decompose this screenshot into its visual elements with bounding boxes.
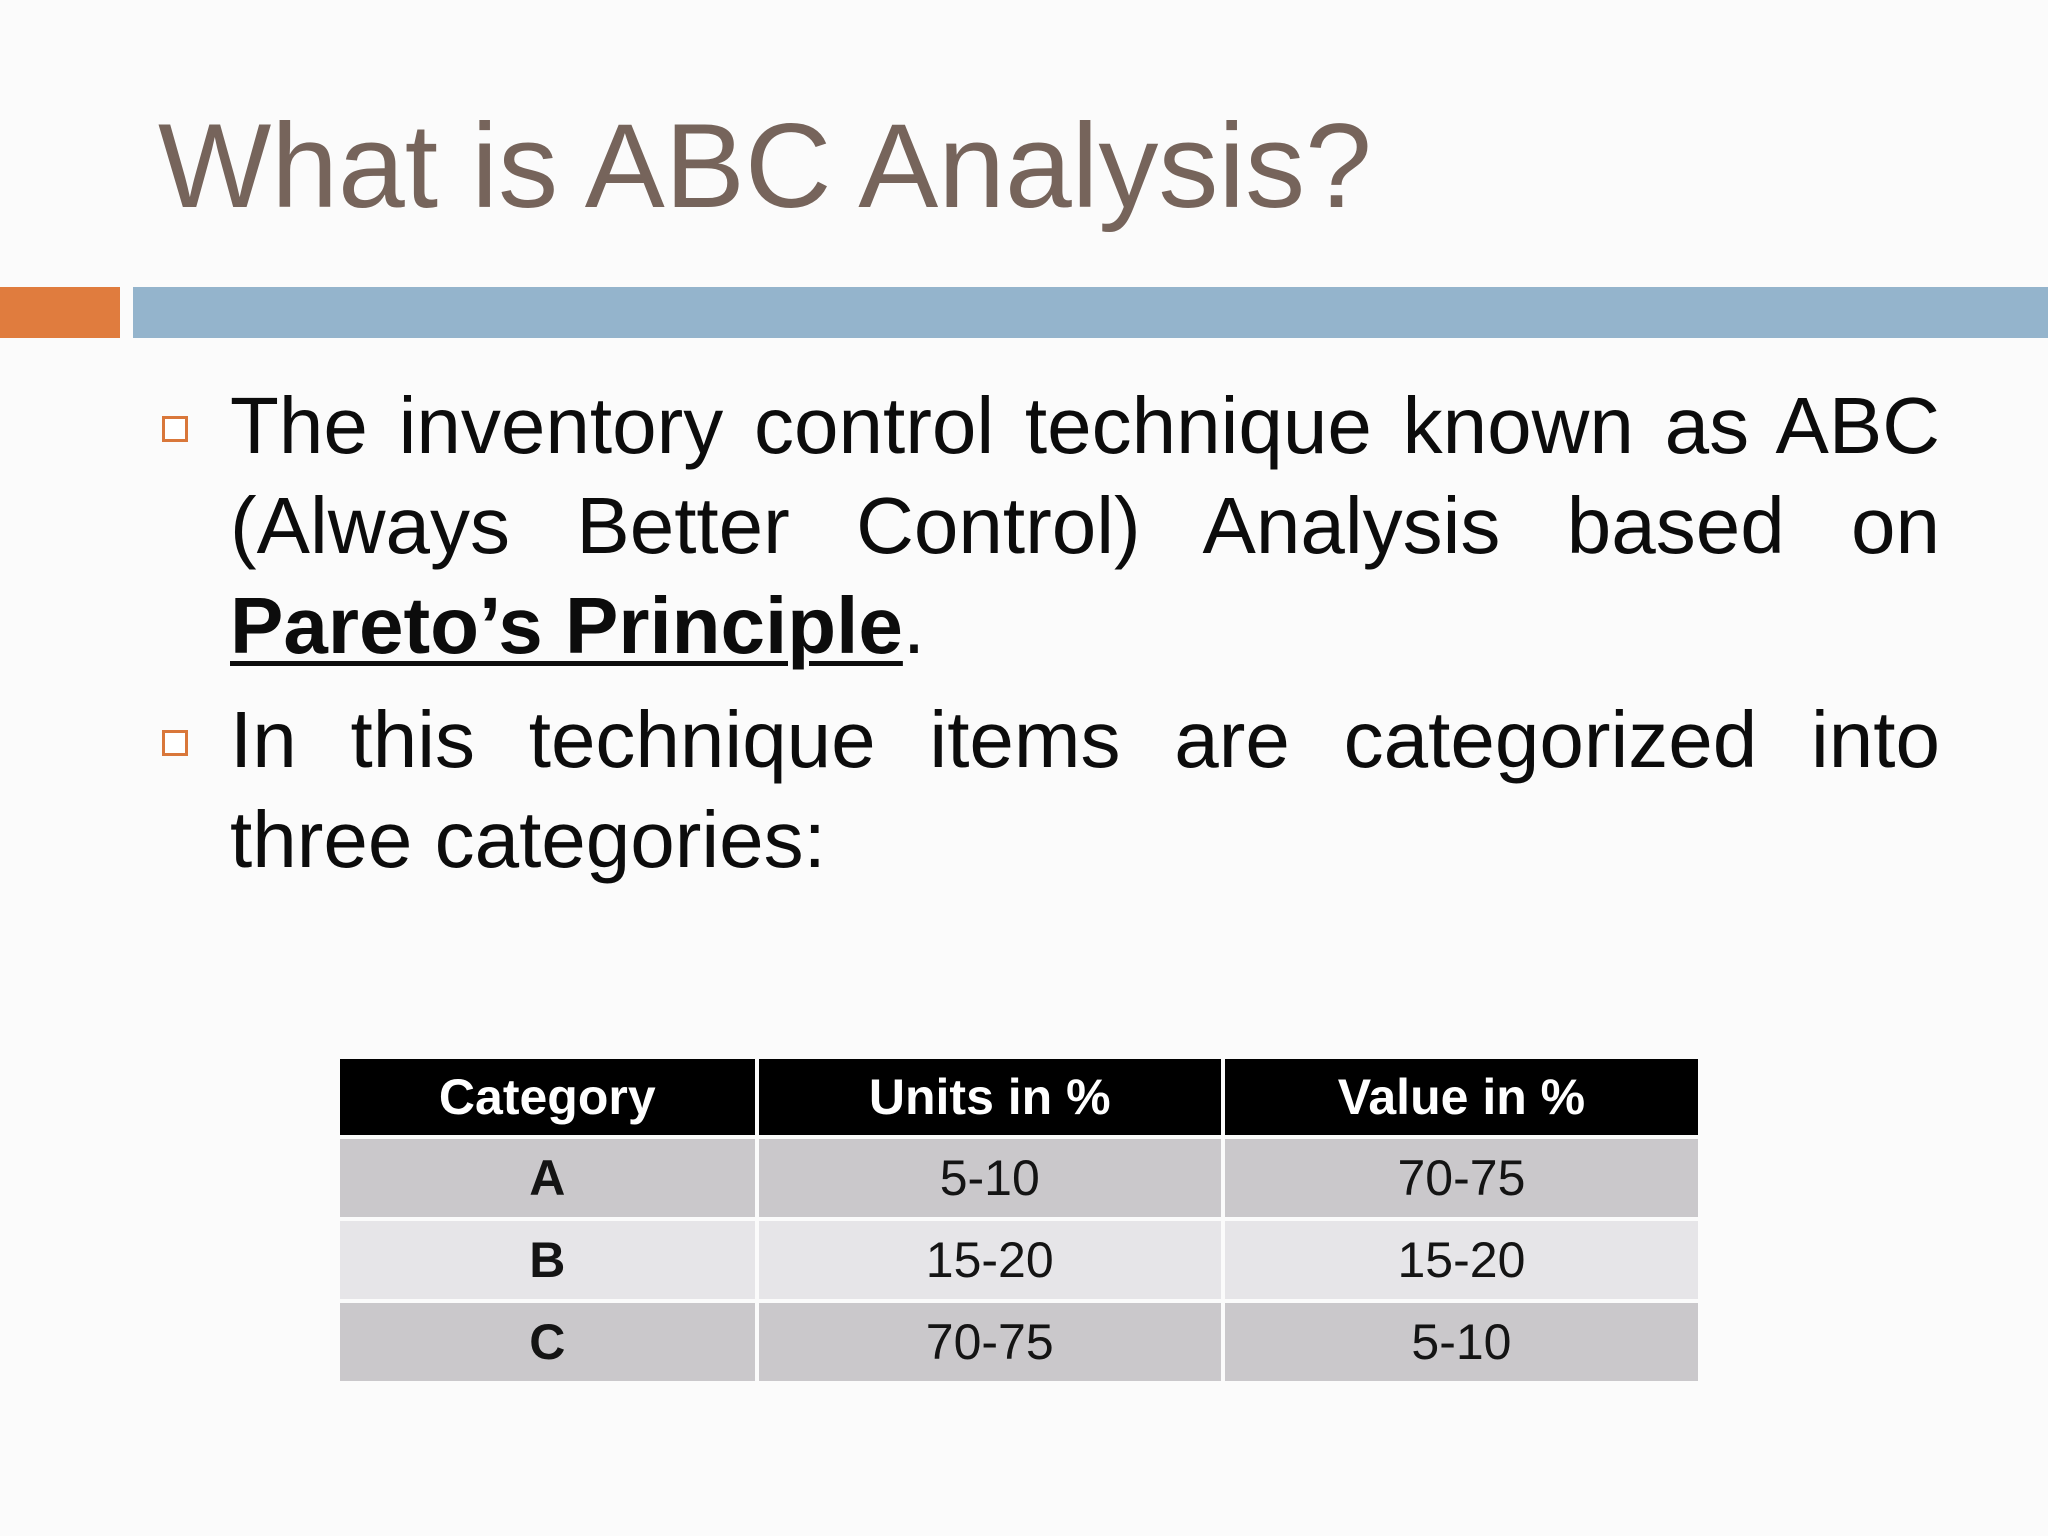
value-cell: 15-20 — [1225, 1221, 1698, 1299]
table-row — [340, 1303, 1698, 1381]
category-cell: C — [340, 1303, 755, 1381]
bullet-item — [160, 690, 1940, 890]
column-header-value: Value in % — [1225, 1059, 1698, 1135]
units-cell: 70-75 — [759, 1303, 1221, 1381]
table-row — [340, 1221, 1698, 1299]
units-cell: 5-10 — [759, 1139, 1221, 1217]
table-header-row — [340, 1059, 1698, 1135]
hollow-square-icon — [162, 730, 188, 756]
slide-title: What is ABC Analysis? — [158, 99, 1372, 233]
units-cell: 15-20 — [759, 1221, 1221, 1299]
value-cell: 5-10 — [1225, 1303, 1698, 1381]
hollow-square-icon — [162, 416, 188, 442]
bullet-list — [160, 376, 1940, 904]
category-cell: B — [340, 1221, 755, 1299]
bullet-item — [160, 376, 1940, 676]
category-cell: A — [340, 1139, 755, 1217]
column-header-units: Units in % — [759, 1059, 1221, 1135]
bullet-text-start: The inventory control technique known as ABC (Always Better Control) Analysis based on — [230, 381, 1940, 570]
column-header-category: Category — [340, 1059, 755, 1135]
value-cell: 70-75 — [1225, 1139, 1698, 1217]
accent-bar-blue — [133, 287, 2048, 338]
bullet-text — [230, 381, 1940, 670]
accent-bar-orange — [0, 287, 120, 338]
pareto-principle-emphasis: Pareto’s Principle — [230, 581, 903, 670]
bullet-text: In this technique items are categorized into three categories: — [230, 695, 1940, 884]
bullet-text-end: . — [902, 581, 926, 670]
abc-category-table — [336, 1055, 1702, 1385]
table-row — [340, 1139, 1698, 1217]
